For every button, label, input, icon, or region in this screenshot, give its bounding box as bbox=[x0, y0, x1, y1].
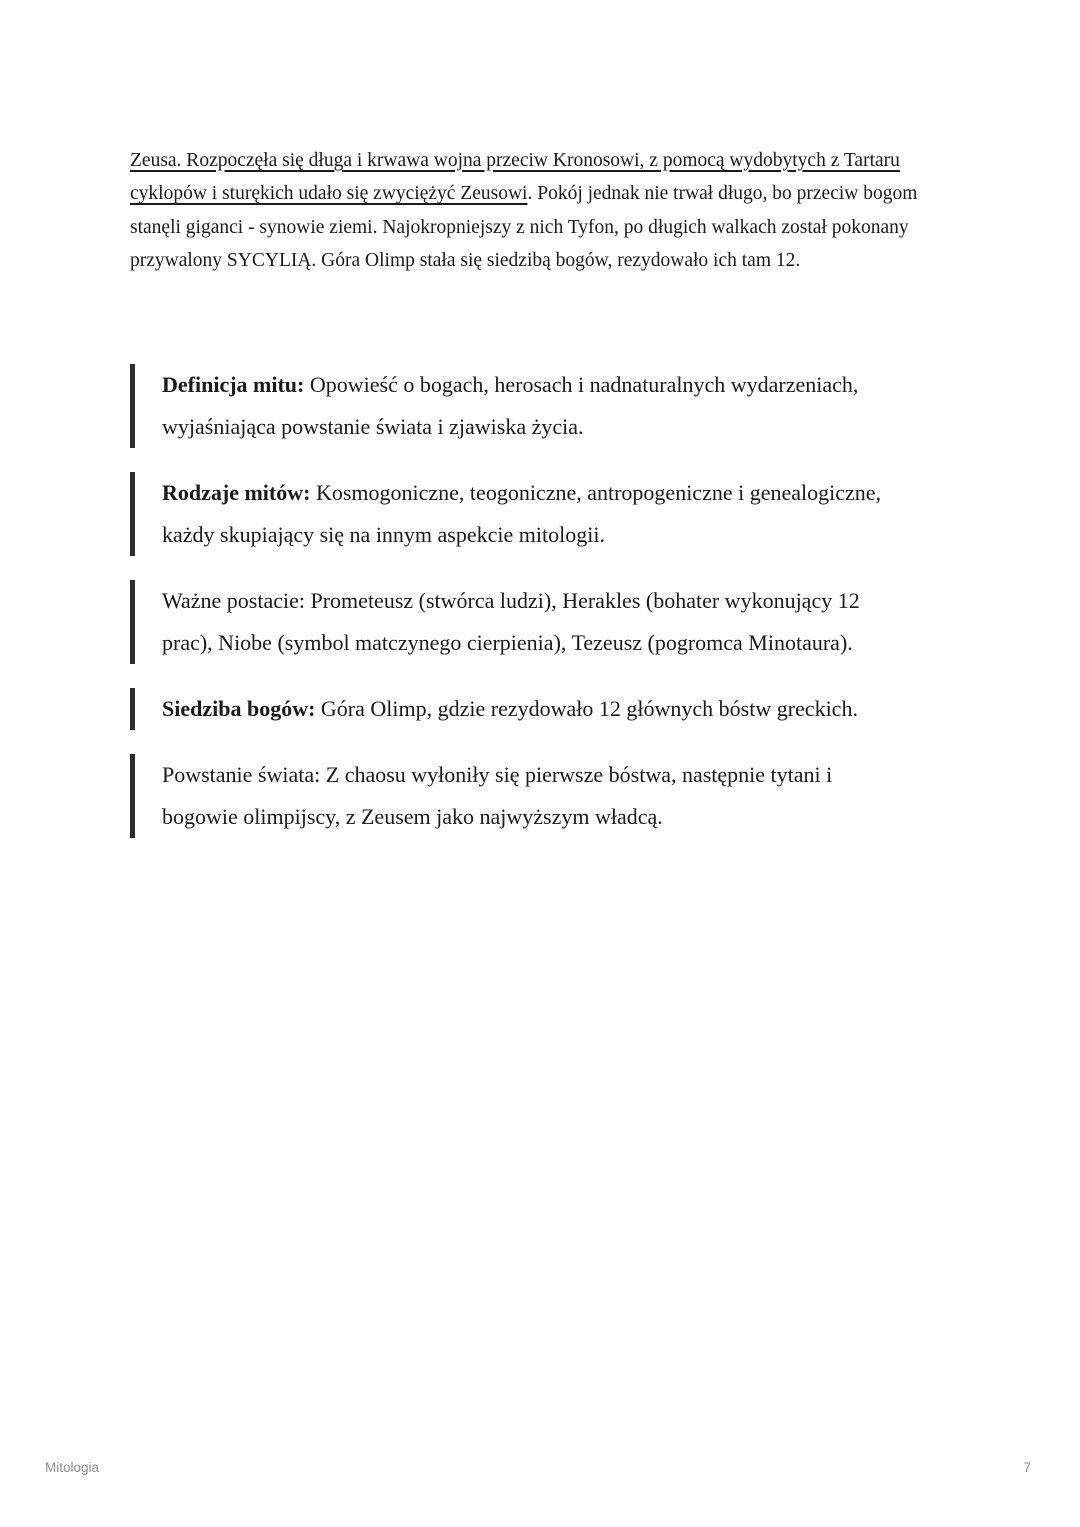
quote-text: Z chaosu wyłoniły się pierwsze bóstwa, następnie tytani i bogowie olimpijscy, z Zeusem jako najwyższym władcą. bbox=[162, 762, 833, 829]
quote-text: Opowieść o bogach, herosach i nadnaturalnych wydarzeniach, wyjaśniająca powstanie świata i zjawiska życia. bbox=[162, 372, 859, 439]
quote-block bbox=[130, 364, 905, 448]
footer-document-title: Mitologia bbox=[45, 1460, 100, 1475]
underlined-text: Zeusa. Rozpoczęła się długa i krwawa wojna przeciw Kronosowi, z pomocą wydobytych z Tartaru cyklopów i sturękich udało się zwyciężyć Zeusowi bbox=[130, 149, 900, 205]
quote-block bbox=[130, 688, 905, 730]
page-footer bbox=[45, 1460, 1031, 1475]
quote-label: Ważne postacie: bbox=[162, 588, 311, 613]
quote-label: Siedziba bogów: bbox=[162, 696, 321, 721]
quote-label: Definicja mitu: bbox=[162, 372, 310, 397]
quote-list bbox=[130, 364, 930, 862]
footer-page-number: 7 bbox=[1023, 1460, 1031, 1475]
quote-text: Kosmogoniczne, teogoniczne, antropogeniczne i genealogiczne, każdy skupiający się na innym aspekcie mitologii. bbox=[162, 480, 882, 547]
quote-block bbox=[130, 754, 905, 838]
quote-block bbox=[130, 580, 905, 664]
intro-paragraph bbox=[130, 144, 952, 278]
quote-label: Rodzaje mitów: bbox=[162, 480, 316, 505]
paragraph-text: . Pokój jednak nie trwał długo, bo przeciw bogom stanęli giganci - synowie ziemi. Najokropniejszy z nich Tyfon, po długich walkach został pokonany przywalony SYCYLIĄ. Góra Olimp stała się siedzibą bogów, rezydowało ich tam 12. bbox=[130, 183, 918, 272]
quote-block bbox=[130, 472, 905, 556]
quote-text: Góra Olimp, gdzie rezydowało 12 głównych bóstw greckich. bbox=[320, 696, 858, 721]
quote-label: Powstanie świata: bbox=[162, 762, 326, 787]
quote-text: Prometeusz (stwórca ludzi), Herakles (bohater wykonujący 12 prac), Niobe (symbol matczynego cierpienia), Tezeusz (pogromca Minotaura). bbox=[162, 588, 860, 655]
